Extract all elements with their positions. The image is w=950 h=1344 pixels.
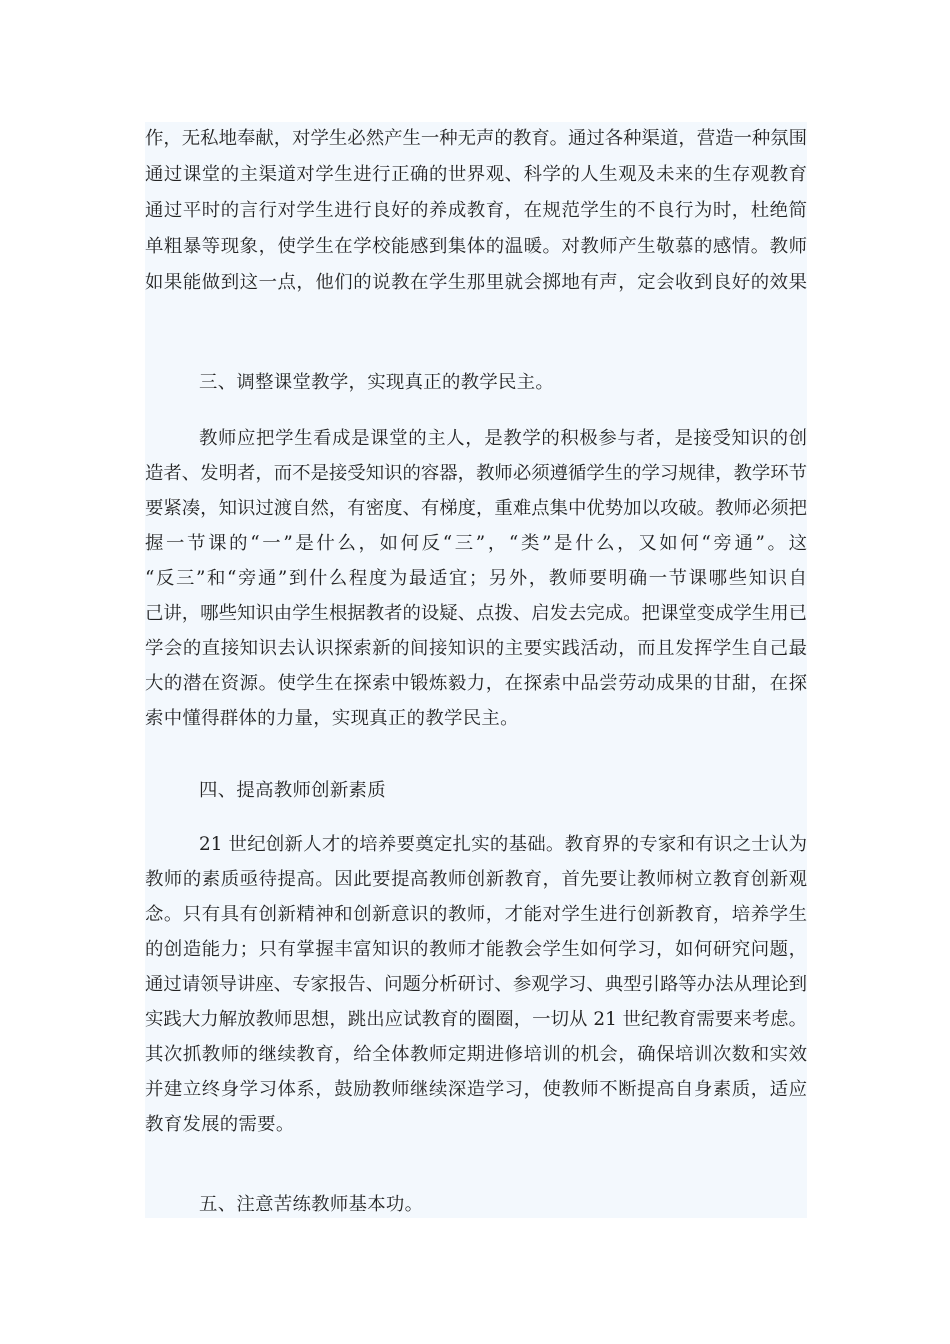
heading-text: 四、提高教师创新素质 [199, 780, 386, 801]
text-line: 实践大力解放教师思想，跳出应试教育的圈圈，一切从 21 世纪教育需要来考虑。 [145, 1009, 807, 1030]
section-heading-3 [145, 360, 807, 412]
text-line: 单粗暴等现象，使学生在学校能感到集体的温暖。对教师产生敬慕的感情。教师 [145, 236, 807, 257]
text-line: 的创造能力；只有掌握丰富知识的教师才能教会学生如何学习，如何研究问题， [145, 939, 807, 960]
text-line: 造者、发明者，而不是接受知识的容器，教师必须遵循学生的学习规律，教学环节 [145, 463, 808, 484]
text-line: 并建立终身学习体系，鼓励教师继续深造学习，使教师不断提高自身素质，适应 [145, 1079, 807, 1100]
paragraph-section-4 [145, 820, 807, 1178]
text-line: 索中懂得群体的力量，实现真正的教学民主。 [145, 708, 519, 729]
text-line: 通过平时的言行对学生进行良好的养成教育，在规范学生的不良行为时，杜绝简 [145, 200, 807, 221]
text-line: 己讲，哪些知识由学生根据教者的设疑、点拨、启发去完成。把课堂变成学生用已 [145, 603, 808, 624]
paragraph-continuation [145, 122, 807, 360]
heading-text: 三、调整课堂教学，实现真正的教学民主。 [199, 372, 555, 393]
text-line: 作，无私地奉献，对学生必然产生一种无声的教育。通过各种渠道，营造一种氛围 [145, 128, 808, 149]
section-heading-4 [145, 768, 807, 820]
text-line: “反三”和“旁通”到什么程度为最适宜；另外，教师要明确一节课哪些知识自 [145, 568, 807, 589]
text-line: 通过请领导讲座、专家报告、问题分析研讨、参观学习、典型引路等办法从理论到 [145, 974, 808, 995]
text-line: 学会的直接知识去认识探索新的间接知识的主要实践活动，而且发挥学生自己最 [145, 638, 807, 659]
text-line: 其次抓教师的继续教育，给全体教师定期进修培训的机会，确保培训次数和实效 [145, 1044, 807, 1065]
text-line: 要紧凑，知识过渡自然，有密度、有梯度，重难点集中优势加以攻破。教师必须把 [145, 498, 808, 519]
paragraph-section-3 [145, 412, 807, 768]
text-line: 教师的素质亟待提高。因此要提高教师创新教育，首先要让教师树立教育创新观 [145, 869, 807, 890]
text-line: 教育发展的需要。 [145, 1114, 295, 1135]
text-line: 念。只有具有创新精神和创新意识的教师，才能对学生进行创新教育，培养学生 [145, 904, 807, 925]
text-line: 21 世纪创新人才的培养要奠定扎实的基础。教育界的专家和有识之士认为 [199, 834, 807, 855]
section-heading-5 [145, 1178, 807, 1218]
text-line: 握一节课的“一”是什么，如何反“三”，“类”是什么，又如何“旁通”。这 [145, 533, 807, 554]
text-line: 大的潜在资源。使学生在探索中锻炼毅力，在探索中品尝劳动成果的甘甜，在探 [145, 673, 807, 694]
text-line: 通过课堂的主渠道对学生进行正确的世界观、科学的人生观及未来的生存观教育 [145, 164, 807, 185]
heading-text: 五、注意苦练教师基本功。 [199, 1194, 424, 1215]
text-line: 如果能做到这一点，他们的说教在学生那里就会掷地有声，定会收到良好的效果 [145, 272, 807, 293]
text-line: 教师应把学生看成是课堂的主人，是教学的积极参与者，是接受知识的创 [199, 428, 807, 449]
